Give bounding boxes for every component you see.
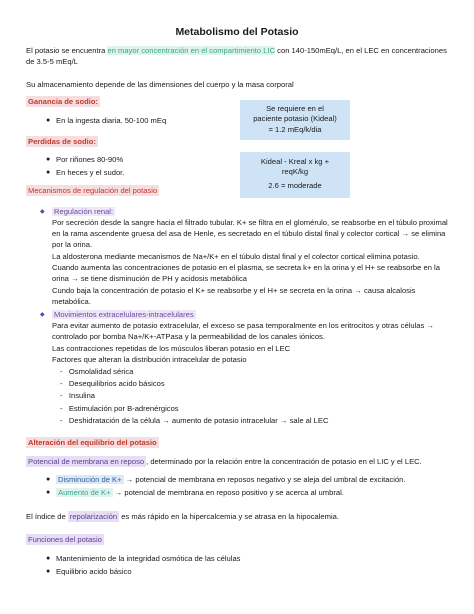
- repolarizacion-paragraph: El índice de repolarización es más rápido en la hipercalcemia y se atrasa en la hipocalemia.: [26, 512, 339, 521]
- renal-line-7: Cundo baja la concentración de potasio el K+ se reabsorbe y el H+ se secreta en la orina → causa alcalosis: [52, 286, 416, 295]
- document-title: Metabolismo del Potasio: [175, 26, 299, 38]
- kideal-box-line2: paciente potasio (Kideal): [253, 114, 337, 124]
- funciones-item-2: Equilibrio acido básico: [56, 567, 132, 576]
- intro-text-c: con 140-150mEq/L, en el LEC en concentraciones: [275, 46, 447, 55]
- factor-item: - Osmolalidad sérica: [60, 367, 134, 376]
- funciones-item-1: Mantenimiento de la integridad osmótica de las células: [56, 554, 241, 563]
- kideal-box: [240, 100, 350, 140]
- formula-box-line3: 2.6 = moderade: [268, 180, 322, 190]
- extracel-line-4: Factores que alteran la distribución intracelular de potasio: [52, 355, 247, 364]
- intro-text-a: El potasio se encuentra: [26, 46, 108, 55]
- alteracion-heading: Alteración del equilibrio del potasio: [28, 438, 157, 447]
- intro-highlight: en mayor concentración en el compartimiento LIC: [107, 46, 276, 55]
- bullet-icon: ●: [46, 117, 51, 124]
- intro-paragraph-2: Su almacenamiento depende de las dimensiones del cuerpo y la masa corporal: [26, 80, 294, 89]
- renal-line-6: orina → se tiene disminución de PH y acidosis metabólica: [52, 274, 248, 283]
- extracel-line-1: Para evitar aumento de potasio extracelular, el exceso se pasa temporalmente en los eritrocitos y otras células →: [52, 321, 434, 330]
- renal-line-2: en la rama ascendente gruesa del asa de Henle, es secretado en el túbulo distal final y colector cortical → se elimina: [52, 229, 446, 238]
- factor-item: - Estimulación por B-adrenérgicos: [60, 404, 179, 413]
- renal-line-1: Por secreción desde la sangre hacia el filtrado tubular. K+ se filtra en el glomérulo, se reabsorbe en el túbulo proximal: [52, 218, 448, 227]
- ganancia-heading: Ganancia de sodio:: [28, 97, 99, 106]
- renal-line-3: por la orina.: [52, 240, 93, 249]
- perdidas-item-1: Por riñones 80-90%: [56, 155, 124, 164]
- repolarizacion-highlight: repolarización: [69, 512, 118, 521]
- alteracion-bullet-1: Disminución de K+ → potencial de membrana en reposos negativo y se aleja del umbral de excitación.: [58, 475, 406, 484]
- bullet-icon: ●: [46, 169, 51, 176]
- bullet-icon: ●: [46, 489, 51, 496]
- formula-box-line2: reqK/kg: [281, 167, 309, 177]
- extracel-line-3: Las contracciones repetidas de los músculos liberan potasio en el LEC: [52, 344, 291, 353]
- intro-paragraph: [26, 46, 447, 56]
- renal-line-8: metabólica.: [52, 297, 91, 306]
- renal-line-5: Cuando aumenta las concentraciones de potasio en el plasma, se secreta k+ en la orina y el H+ se reabsorbe en la: [52, 263, 440, 272]
- alteracion-paragraph: Potencial de membrana en reposo , determinado por la relación entre la concentración de potasio en el LIC y el LEC.: [28, 457, 422, 466]
- bullet-icon: ●: [46, 568, 51, 575]
- perdidas-item-2: En heces y el sudor.: [56, 168, 125, 177]
- aumento-highlight: Aumento de K+: [58, 488, 111, 497]
- funciones-heading: Funciones del potasio: [28, 535, 102, 544]
- bullet-icon: ●: [46, 476, 51, 483]
- kideal-box-line3: = 1.2 mEq/k/dia: [268, 124, 322, 134]
- extracel-label: Movimientos extracelulares-intracelulares: [54, 310, 194, 319]
- factor-item: - Deshidratación de la célula → aumento de potasio intracelular → sale al LEC: [60, 416, 329, 425]
- factor-item: - Desequilibrios acido básicos: [60, 379, 165, 388]
- kideal-box-line1: Se requiere en el: [266, 104, 324, 113]
- extracel-line-2: controlado por bomba Na+/K+-ATPasa y la permeabilidad de los canales iónicos.: [52, 332, 325, 341]
- alteracion-bullet-2: Aumento de K+ → potencial de membrana en reposo positivo y se acerca al umbral.: [58, 488, 344, 497]
- bullet-icon: ●: [46, 156, 51, 163]
- renal-line-4: La aldosterona mediante mecanismos de Na+/K+ en el túbulo distal final y el colector cortical elimina potasio.: [52, 252, 420, 261]
- disminucion-highlight: Disminución de K+: [58, 475, 122, 484]
- renal-label: Regulación renal:: [54, 207, 114, 216]
- ganancia-item: En la ingesta diaria. 50-100 mEq: [56, 116, 167, 125]
- intro-text-d: de 3.5-5 mEq/L: [26, 57, 78, 66]
- bullet-icon: ●: [46, 555, 51, 562]
- perdidas-heading: Perdidas de sodio:: [28, 137, 96, 146]
- bullet-icon: ◆: [40, 312, 45, 318]
- formula-box-line1: Kideal - Kreal x kg +: [260, 157, 330, 166]
- potencial-highlight: Potencial de membrana en reposo: [28, 457, 145, 466]
- factor-item: - Insulina: [60, 391, 96, 400]
- bullet-icon: ◆: [40, 209, 45, 215]
- formula-box: [240, 152, 350, 198]
- mecanismos-heading: Mecanismos de regulación del potasio: [28, 186, 158, 195]
